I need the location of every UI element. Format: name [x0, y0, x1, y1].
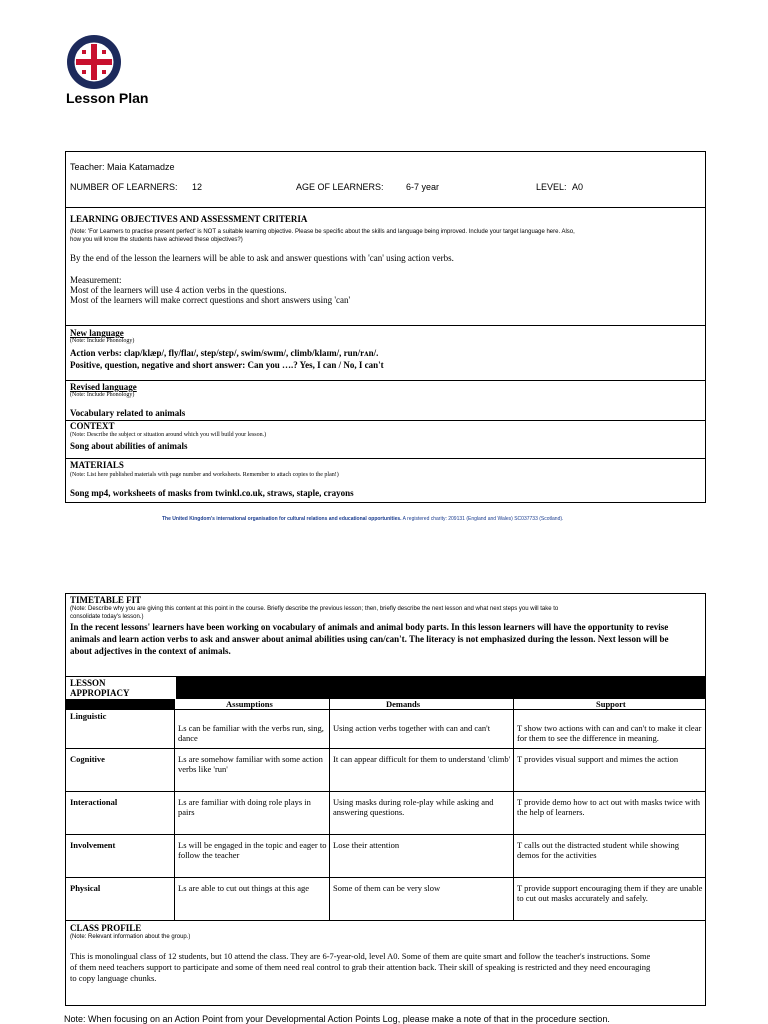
row-demand: Using action verbs together with can and can't — [333, 723, 491, 733]
revised-language-heading: Revised language — [70, 382, 137, 392]
row-assumption: Ls will be engaged in the topic and eager to follow the teacher — [178, 840, 327, 860]
level-label: LEVEL: — [536, 182, 567, 192]
materials-note: (Note: List here published materials with page number and worksheets. Remember to attach copies to the plan!) — [70, 472, 339, 478]
learners-value: 12 — [192, 182, 203, 192]
row-demand: Lose their attention — [333, 840, 400, 850]
objectives-statement: By the end of the lesson the learners will be able to ask and answer questions with 'can' using action verbs. — [70, 253, 454, 263]
lesson-info-box — [65, 151, 706, 503]
row-demand: Using masks during role-play while asking and answering questions. — [333, 797, 494, 817]
row-support: T show two actions with can and can't to make it clear for them to see the difference in meaning. — [517, 723, 702, 743]
teacher-name: Teacher: Maia Katamadze — [70, 162, 175, 172]
class-profile-heading: CLASS PROFILE — [70, 923, 142, 933]
row-assumption: Ls are somehow familiar with some action verbs like 'run' — [178, 754, 323, 774]
materials-heading: MATERIALS — [70, 460, 124, 470]
objectives-heading: LEARNING OBJECTIVES AND ASSESSMENT CRITERIA — [70, 214, 308, 224]
page-title: Lesson Plan — [66, 90, 149, 106]
row-label-linguistic: Linguistic — [70, 711, 107, 721]
label-column-header — [66, 699, 174, 709]
charity-registration: A registered charity: 209131 (England and Wales) SC037733 (Scotland). — [402, 516, 564, 522]
row-label-physical: Physical — [70, 883, 101, 893]
timetable-heading: TIMETABLE FIT — [70, 595, 142, 605]
class-profile-line-1: This is monolingual class of 12 students, but 10 attend the class. They are 6-7-year-old, level A0. Some of them are quite smart and follow the teacher's instructions. Some — [70, 951, 651, 961]
level-value: A0 — [572, 182, 584, 192]
row-label-cognitive: Cognitive — [70, 754, 105, 764]
appropriacy-heading-1: LESSON — [70, 678, 106, 688]
new-language-line-2: Positive, question, negative and short answer: Can you ….? Yes, I can / No, I can't — [70, 360, 384, 370]
timetable-line-2: animals and learn action verbs to ask and answer about animal abilities using can/can't. The literacy is not emphasized during the lesson. Next lesson will be — [70, 634, 669, 644]
context-note: (Note: Describe the subject or situation around which you will build your lesson.) — [70, 432, 267, 438]
row-support: T provides visual support and mimes the action — [517, 754, 679, 764]
class-profile-line-3: to copy language chunks. — [70, 973, 157, 983]
row-label-involvement: Involvement — [70, 840, 116, 850]
materials-line-1: Song mp4, worksheets of masks from twinkl.co.uk, straws, staple, crayons — [70, 488, 354, 498]
new-language-line-1: Action verbs: clap/klæp/, fly/flaɪ/, step/stɛp/, swim/swɪm/, climb/klaɪm/, run/rʌn/. — [70, 348, 379, 358]
charity-org: The United Kingdom's international organisation for cultural relations and educational opportunities. — [162, 516, 402, 522]
school-logo — [66, 34, 122, 90]
row-support: T provide demo how to act out with masks twice with the help of learners. — [517, 797, 701, 817]
divider — [66, 458, 705, 459]
col-line-1 — [174, 699, 175, 920]
divider — [66, 420, 705, 421]
new-language-note: (Note: Include Phonology) — [70, 338, 135, 344]
revised-language-line-1: Vocabulary related to animals — [70, 408, 186, 418]
objectives-note-1: (Note: 'For Learners to practise present perfect' is NOT a suitable learning objective. Please be specific about the skills and language being improved. Include your target language here. Also, — [70, 229, 575, 235]
col-line-2 — [329, 699, 330, 920]
timetable-line-3: about adjectives in the context of animals. — [70, 646, 231, 656]
bottom-note: Note: When focusing on an Action Point from your Developmental Action Points Log, please make a note of that in the procedure section. — [64, 1014, 610, 1024]
divider — [66, 380, 705, 381]
row-label-interactional: Interactional — [70, 797, 118, 807]
row-assumption: Ls are familiar with doing role plays in pairs — [178, 797, 311, 817]
row-assumption: Ls are able to cut out things at this age — [178, 883, 310, 893]
context-line-1: Song about abilities of animals — [70, 441, 188, 451]
measurement-label: Measurement: — [70, 275, 122, 285]
col-line-3 — [513, 699, 514, 920]
timetable-note-1: (Note: Describe why you are giving this content at this point in the course. Briefly describe the previous lesson; then, briefly describe the next lesson and what next steps you will take to — [70, 606, 559, 612]
row-assumption: Ls can be familiar with the verbs run, sing, dance — [178, 723, 324, 743]
divider — [66, 207, 705, 208]
row-support: T provide support encouraging them if they are unable to cut out masks accurately and safely. — [517, 883, 703, 903]
measurement-2: Most of the learners will make correct questions and short answers using 'can' — [70, 295, 351, 305]
row-demand: It can appear difficult for them to understand 'climb' — [333, 754, 511, 764]
measurement-1: Most of the learners will use 4 action verbs in the questions. — [70, 285, 287, 295]
charity-line — [162, 516, 563, 522]
objectives-note-2: how you will know the students have achieved these objectives?) — [70, 237, 243, 243]
divider — [66, 791, 705, 792]
appropriacy-heading-2: APPROPIACY — [70, 688, 130, 698]
appropriacy-columns — [66, 699, 705, 709]
class-profile-line-2: of them need teachers support to participate and some of them need real control to grab their attention back. Their skill of speaking is restricted and they need encouraging — [70, 962, 651, 972]
col-demands: Demands — [386, 699, 421, 709]
age-value: 6-7 year — [406, 182, 440, 192]
learners-label: NUMBER OF LEARNERS: — [70, 182, 178, 192]
divider — [66, 325, 705, 326]
row-demand: Some of them can be very slow — [333, 883, 441, 893]
divider — [66, 748, 705, 749]
appropriacy-header-bar — [176, 677, 706, 699]
row-support: T calls out the distracted student while showing demos for the activities — [517, 840, 680, 860]
divider — [66, 834, 705, 835]
divider — [66, 709, 705, 710]
divider — [66, 877, 705, 878]
divider — [66, 920, 705, 921]
timetable-note-2: consolidate today's lesson.) — [70, 614, 144, 620]
revised-language-note: (Note: Include Phonology) — [70, 392, 135, 398]
col-support: Support — [596, 699, 626, 709]
timetable-line-1: In the recent lessons' learners have been working on vocabulary of animals and animal body parts. In this lesson learners will have the opportunity to revise — [70, 622, 669, 632]
new-language-heading: New language — [70, 328, 124, 338]
class-profile-note: (Note: Relevant information about the group.) — [70, 934, 191, 940]
col-assumptions: Assumptions — [226, 699, 273, 709]
timetable-box — [65, 593, 706, 1006]
age-label: AGE OF LEARNERS: — [296, 182, 384, 192]
context-heading: CONTEXT — [70, 421, 115, 431]
